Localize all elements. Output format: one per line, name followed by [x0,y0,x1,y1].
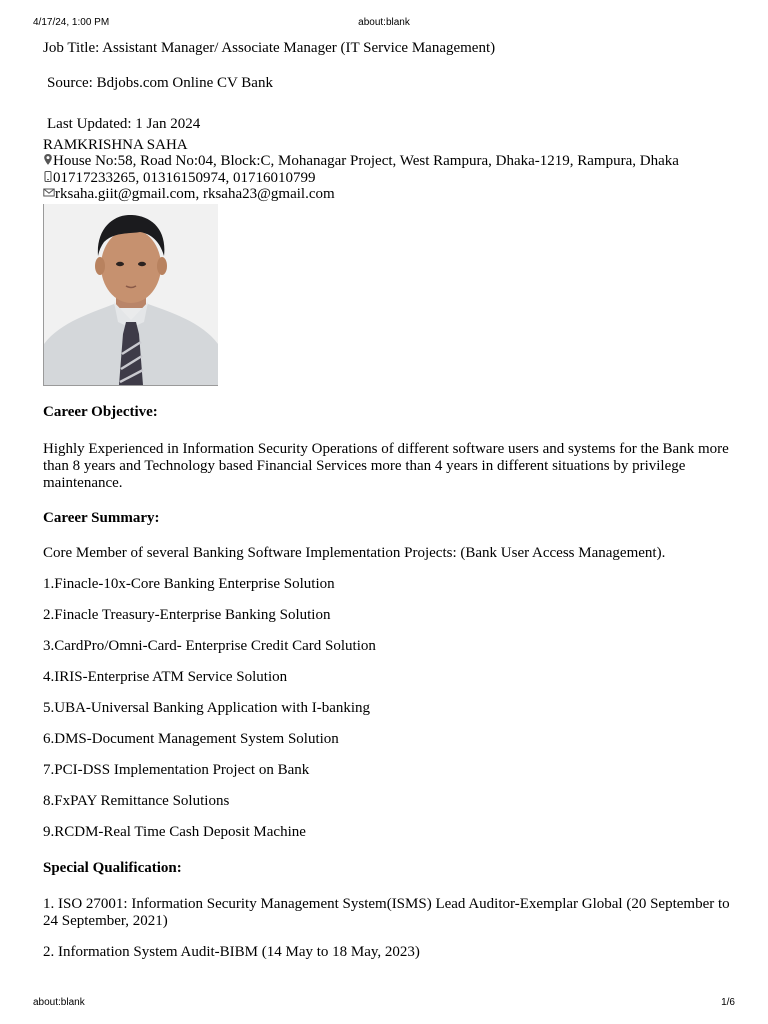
phone-icon [43,170,53,183]
last-updated: Last Updated: 1 Jan 2024 [47,116,201,132]
print-page-number: 1/6 [721,997,735,1008]
summary-item: 8.FxPAY Remittance Solutions [43,793,230,809]
browser-print-header [0,17,768,29]
career-objective-heading: Career Objective: [43,404,158,420]
phone-text: 01717233265, 01316150974, 01716010799 [53,170,316,186]
browser-print-footer [0,997,768,1009]
summary-item: 6.DMS-Document Management System Solution [43,731,339,747]
qualification-item: 1. ISO 27001: Information Security Management System(ISMS) Lead Auditor-Exemplar Global (20 September to 24 September, 2021) [43,896,730,929]
job-title: Job Title: Assistant Manager/ Associate Manager (IT Service Management) [43,40,496,56]
qualification-item: 2. Information System Audit-BIBM (14 May to 18 May, 2023) [43,944,420,960]
career-summary-heading: Career Summary: [43,510,160,526]
career-objective-text: Highly Experienced in Information Security Operations of different software users and systems for the Bank more than 8 years and Technology based Financial Services more than 4 years in different situations by privilege maintenance. [43,441,729,491]
summary-item: 4.IRIS-Enterprise ATM Service Solution [43,669,288,685]
address-text: House No:58, Road No:04, Block:C, Mohanagar Project, West Rampura, Dhaka-1219, Rampura, Dhaka [53,153,679,169]
map-pin-icon [43,153,53,166]
print-datetime: 4/17/24, 1:00 PM [33,17,110,28]
summary-item: 9.RCDM-Real Time Cash Deposit Machine [43,824,306,840]
summary-item: 3.CardPro/Omni-Card- Enterprise Credit Card Solution [43,638,376,654]
special-qualification-heading: Special Qualification: [43,860,182,876]
cv-source: Source: Bdjobs.com Online CV Bank [47,75,273,91]
summary-item: 7.PCI-DSS Implementation Project on Bank [43,762,310,778]
phone-line [43,170,316,187]
summary-item: 2.Finacle Treasury-Enterprise Banking Solution [43,607,331,623]
email-text: rksaha.giit@gmail.com, rksaha23@gmail.com [55,186,335,202]
print-page-title: about:blank [358,17,410,28]
print-url: about:blank [33,997,85,1008]
candidate-photo [43,204,218,386]
career-summary-intro: Core Member of several Banking Software Implementation Projects: (Bank User Access Management). [43,545,666,561]
address-line [43,153,679,170]
summary-item: 1.Finacle-10x-Core Banking Enterprise Solution [43,576,335,592]
summary-item: 5.UBA-Universal Banking Application with I-banking [43,700,371,716]
candidate-name: RAMKRISHNA SAHA [43,137,188,153]
envelope-icon [43,186,55,199]
email-line [43,186,335,203]
